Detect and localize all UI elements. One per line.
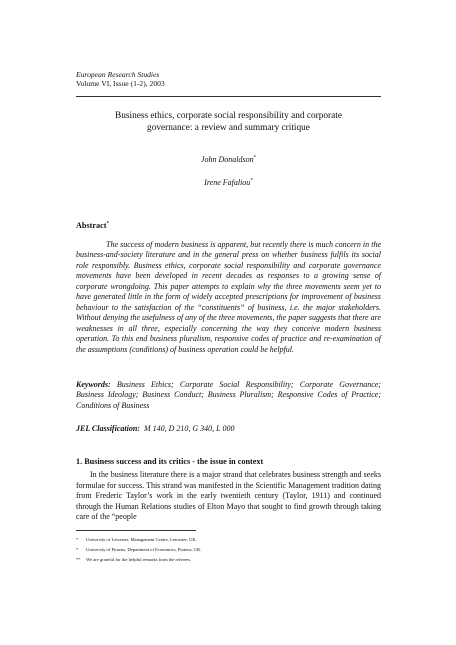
section-1-heading: 1. Business success and its critics - the issue in context (76, 457, 264, 466)
footnote-2 (76, 545, 381, 555)
abstract-heading-mark: * (106, 221, 109, 227)
journal-name: European Research Studies (76, 70, 160, 79)
header-rule (76, 96, 381, 97)
title-line-2: governance: a review and summary critique (147, 123, 310, 133)
author-1-mark: * (253, 155, 257, 161)
footnote-2-text: University of Piraeus, Department of Economics, Piraeus, GR. (86, 547, 202, 553)
author-2-mark: * (250, 178, 253, 184)
author-1-name: John Donaldson (200, 155, 254, 164)
footnote-3 (76, 555, 381, 565)
author-2-name: Irene Fafaliou (204, 178, 251, 187)
footnote-1 (76, 535, 381, 545)
footnotes (76, 535, 381, 566)
footnote-rule (76, 530, 196, 531)
footnote-1-mark: * (76, 537, 79, 542)
section-1-body: In the business literature there is a major strand that celebrates business strength and seeks formulae for success. This strand was manifested in the Scientific Management tradition dating from Frederic Taylor’s work in the early twentieth century (Taylor, 1911) and continued through the Human Relations studies of Elton Mayo that sought to find growth through taking care of the “people (76, 470, 381, 522)
paper-title (76, 110, 381, 134)
author-2 (76, 178, 381, 187)
keywords-text: Business Ethics; Corporate Social Responsibility; Corporate Governance; Business Ideology; Business Conduct; Business Pluralism; Responsive Codes of Practice; Conditions of Business (76, 380, 382, 410)
footnote-2-mark: * (76, 547, 79, 553)
abstract-text: The success of modern business is apparent, but recently there is much concern in the business-and-society literature and in the general press on whether business fulfils its social role responsibly. Business ethics, corporate social responsibility and corporate governance movements have been developed in recent decades as responses to a growing sense of corporate wrongdoing. This paper attempts to explain why the three movements seem yet to have generated little in the form of widely accepted prescriptions for improvement of business behaviour to the satisfaction of the “constituents” of business, i.e. the major stakeholders. Without denying the usefulness of any of the three movements, the paper suggests that there are weaknesses in all three, especially concerning the way they conceive modern business operation. To this end business pluralism, responsive codes of practice and re-examination of the assumptions (conditions) of business operation could be helpful. (76, 240, 381, 354)
author-1 (76, 155, 381, 164)
jel-label: JEL Classification: (76, 424, 140, 433)
keywords (76, 380, 381, 411)
jel-codes: M 140, D 210, G 340, L 000 (143, 424, 235, 433)
footnote-3-text: We are grateful for the helpful remarks from the referees. (86, 557, 192, 563)
abstract-heading-text: Abstract (76, 221, 107, 230)
abstract-heading (76, 221, 109, 230)
jel-classification (76, 424, 234, 433)
keywords-label: Keywords: (76, 380, 111, 389)
journal-volume: Volume VI, Issue (1-2), 2003 (76, 79, 165, 88)
footnote-3-mark: ** (76, 557, 81, 563)
footnote-1-text: University of Leicester, Management Centre, Leicester, UK. (86, 537, 197, 542)
title-line-1: Business ethics, corporate social responsibility and corporate (115, 111, 342, 121)
